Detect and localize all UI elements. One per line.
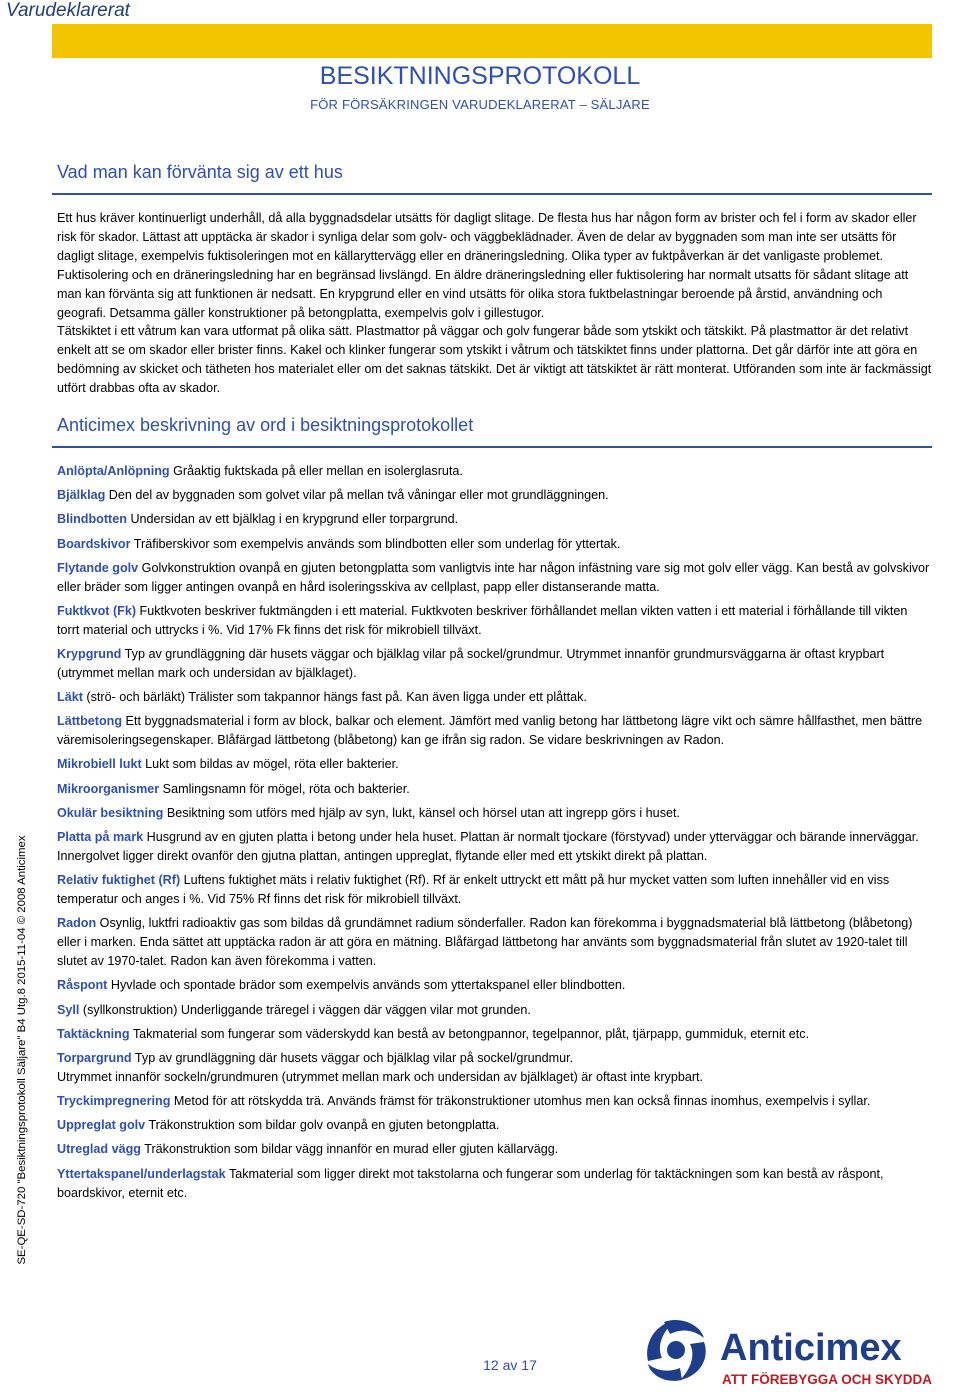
glossary-term: Taktäckning [57,1026,130,1041]
intro-paragraph: Tätskiktet i ett våtrum kan vara utformat på olika sätt. Plastmattor på väggar och golv fungerar både som ytskikt och tätskikt. På plastmattor är det relativt enkelt att se om skador eller brister finns. Kakel och klinker fungerar som ytskikt i våtrum och tätskiktet finns under plattorna. Det går därför inte att göra en bedömning av skicket och tätheten hos materialet eller om det saknas tätskikt. Det är viktigt att tätskiktet är rätt monterat. Utföranden som inte är fackmässigt utfört drabbas ofta av skador. [57,324,932,396]
glossary-term: Blindbotten [57,512,127,527]
glossary-item [57,1049,933,1087]
glossary-item [57,780,933,799]
glossary-definition: Fuktkvoten beskriver fuktmängden i ett material. Fuktkvoten beskriver förhållandet mellan vikten vatten i ett material i förhållande till vikten torrt material och uttrycks i %. Vid 17% Fk finns det risk för mikrobiell tillväxt. [57,603,908,637]
glossary-definition: Takmaterial som fungerar som väderskydd kan bestå av betongpannor, tegelpannor, plåt, tjärpapp, gummiduk, eternit etc. [129,1026,810,1041]
glossary-term: Utreglad vägg [57,1142,141,1157]
glossary-term: Lättbetong [57,714,123,729]
glossary-definition: Träkonstruktion som bildar vägg innanför en murad eller gjuten källarvägg. [140,1142,559,1157]
glossary-definition: Luftens fuktighet mäts i relativ fuktighet (Rf). Rf är enkelt uttryckt ett mått på hur mycket vatten som luften innehåller vid en viss temperatur och anges i %. Vid 75% Rf finns det risk för mikrobiell tillväxt. [57,873,890,907]
document-reference-vertical: SE-QE-SD-720 "Besiktningsprotokoll Säljare" B4 Utg.8 2015-11-04 © 2008 Anticimex [16,835,28,1265]
glossary-term: Torpargrund [57,1050,132,1065]
glossary-definition: Typ av grundläggning där husets väggar och bjälklag vilar på sockel/grundmur. Utrymmet innanför grundmursväggarna är oftast krypbart (utrymmet mellan mark och undersidan av bjälklaget). [57,647,885,680]
glossary-item [57,462,933,481]
glossary-term: Uppreglat golv [57,1118,146,1133]
glossary-term: Boardskivor [57,536,131,551]
glossary-definition: Träfiberskivor som exempelvis används som blindbotten eller som underlag för yttertak. [130,536,621,551]
glossary-definition: Samlingsnamn för mögel, röta och bakterier. [159,781,410,796]
anticimex-logo [642,1314,946,1392]
glossary-item [57,1140,933,1159]
glossary-term: Bjälklag [57,488,106,503]
glossary-item [57,1116,933,1135]
header-title: Varudeklarerat [6,0,130,21]
glossary-item [57,645,933,683]
glossary-definition: Metod för att rötskydda trä. Används främst för träkonstruktioner utomhus men kan också finnas inomhus, exempelvis i syllar. [170,1094,871,1109]
glossary-definition-extra: Utrymmet innanför sockeln/grundmuren (utrymmet mellan mark och undersidan av bjälklaget) är oftast inte krypbart. [57,1069,704,1084]
glossary-term: Läkt [57,690,83,705]
glossary-term: Syll [57,1002,80,1017]
glossary-term: Flytande golv [57,560,139,575]
glossary-item [57,535,933,554]
glossary-item [57,804,933,823]
glossary-definition: Lukt som bildas av mögel, röta eller bakterier. [141,757,399,772]
glossary-item [57,976,933,995]
glossary-term: Platta på mark [57,830,144,845]
glossary-term: Radon [57,916,97,931]
glossary-term: Tryckimpregnering [57,1094,171,1109]
glossary-term: Råspont [57,978,108,993]
glossary-definition: Typ av grundläggning där husets väggar och bjälklag vilar på sockel/grundmur. [131,1050,574,1065]
section-divider [52,193,932,195]
glossary-item [57,1165,933,1203]
glossary-item [57,559,933,597]
glossary-definition: (syllkonstruktion) Underliggande träregel i väggen där väggen vilar mot grunden. [79,1002,531,1017]
glossary-item [57,688,933,707]
glossary-definition: Gråaktig fuktskada på eller mellan en isolerglasruta. [169,464,463,478]
glossary-item [57,914,933,971]
glossary-item [57,1092,933,1111]
glossary-term: Anlöpta/Anlöpning [57,464,170,478]
glossary-definition: Den del av byggnaden som golvet vilar på mellan två våningar eller mot grundläggningen. [105,488,609,503]
section-heading-glossary: Anticimex beskrivning av ord i besiktningsprotokollet [57,415,474,435]
logo-mark-icon [647,1320,706,1381]
intro-paragraph: Ett hus kräver kontinuerligt underhåll, då alla byggnadsdelar utsätts för dagligt slitage. De flesta hus har någon form av brister och fel i form av skador eller risk för skador. Lättast att upptäcka är skador i synliga delar som golv- och väggbeklädnader. Även de delar av byggnaden som man inte ser utsätts för dagligt slitage, exempelvis fuktisoleringen mot en källaryttervägg eller en dräneringsledning. Olika typer av fuktpåverkan är det vanligaste problemet. Fuktisolering och en dräneringsledning har en begränsad livslängd. En äldre dräneringsledning eller fuktisolering har normalt utsatts för sådant slitage att man kan förvänta sig att funktionen är nedsatt. En krypgrund eller en vind utsätts för olika stora fuktbelastningar beroende på årstid, användning och geografi. Detsamma gäller konstruktioner på betongplatta, exempelvis golv i gillestugor. [57,211,917,320]
document-title: BESIKTNINGSPROTOKOLL [319,62,641,90]
top-header [0,0,960,22]
logo-tagline: ATT FÖREBYGGA OCH SKYDDA [722,1372,933,1387]
glossary-definition: (strö- och bärläkt) Trälister som takpannor hängs fast på. Kan även ligga under ett plåttak. [82,690,587,705]
yellow-banner [52,24,932,58]
glossary-term: Mikroorganismer [57,781,160,796]
glossary-item [57,828,933,866]
glossary-definition: Takmaterial som ligger direkt mot takstolarna och fungerar som underlag för taktäckningen som kan bestå av råspont, boardskivor, eternit etc. [57,1166,884,1200]
glossary-item [57,871,933,909]
glossary-definition: Hyvlade och spontade brädor som exempelvis används som yttertakspanel eller blindbotten. [107,978,626,993]
glossary-term: Okulär besiktning [57,805,164,820]
document-subtitle: FÖR FÖRSÄKRINGEN VARUDEKLARERAT – SÄLJARE [310,97,650,112]
glossary-item [57,755,933,774]
intro-text [57,209,933,398]
glossary-term: Krypgrund [57,647,122,662]
logo-wordmark: Anticimex [720,1327,902,1369]
section-heading-expectations: Vad man kan förvänta sig av ett hus [57,162,343,182]
page-number: 12 av 17 [483,1357,537,1373]
glossary-item [57,712,933,750]
glossary-definition: Träkonstruktion som bildar golv ovanpå en gjuten betongplatta. [145,1118,500,1133]
glossary-definition: Besiktning som utförs med hjälp av syn, lukt, känsel och hörsel utan att ingrepp görs i huset. [163,805,680,820]
glossary-definition: Husgrund av en gjuten platta i betong under hela huset. Plattan är normalt tjockare (förstyvad) under ytterväggar och bärande innerväggar. Innergolvet ligger direkt ovanför den gjutna plattan, antingen uppreglat, flytande eller med ett ytskikt direkt på plattan. [57,830,919,863]
glossary-definition: Undersidan av ett bjälklag i en krypgrund eller torpargrund. [126,512,459,527]
glossary-term: Mikrobiell lukt [57,757,142,772]
glossary-definition: Osynlig, luktfri radioaktiv gas som bildas då grundämnet radium sönderfaller. Radon kan förekomma i byggnadsmaterial blå lättbetong (blåbetong) eller i marken. Enda sättet att upptäcka radon är att göra en mätning. Blåfärgad lättbetong har använts som byggnadsmaterial från slutet av 1920-talet till slutet av 1970-talet. Radon kan även förekomma i vatten. [57,916,913,969]
glossary-list [57,462,933,1208]
glossary-item [57,602,933,640]
glossary-definition: Ett byggnadsmaterial i form av block, balkar och element. Jämfört med vanlig betong har lättbetong lägre vikt och sämre hållfasthet, men bättre väremisoleringsegenskaper. Blåfärgad lättbetong (blåbetong) kan ge ifrån sig radon. Se vidare beskrivningen av Radon. [57,714,923,748]
glossary-term: Yttertakspanel/underlagstak [57,1166,226,1181]
glossary-item [57,486,933,505]
glossary-term: Relativ fuktighet (Rf) [57,873,181,888]
glossary-item [57,1001,933,1020]
glossary-term: Fuktkvot (Fk) [57,603,137,618]
glossary-item [57,510,933,529]
glossary-item [57,1025,933,1044]
section-divider [52,446,932,448]
glossary-definition: Golvkonstruktion ovanpå en gjuten betongplatta som vanligtvis inte har någon infästning vare sig mot golv eller vägg. Kan bestå av golvskivor eller bräder som ligger antingen ovanpå en hård isoleringsskiva av cellplast, papp eller distanserande matta. [57,560,930,594]
